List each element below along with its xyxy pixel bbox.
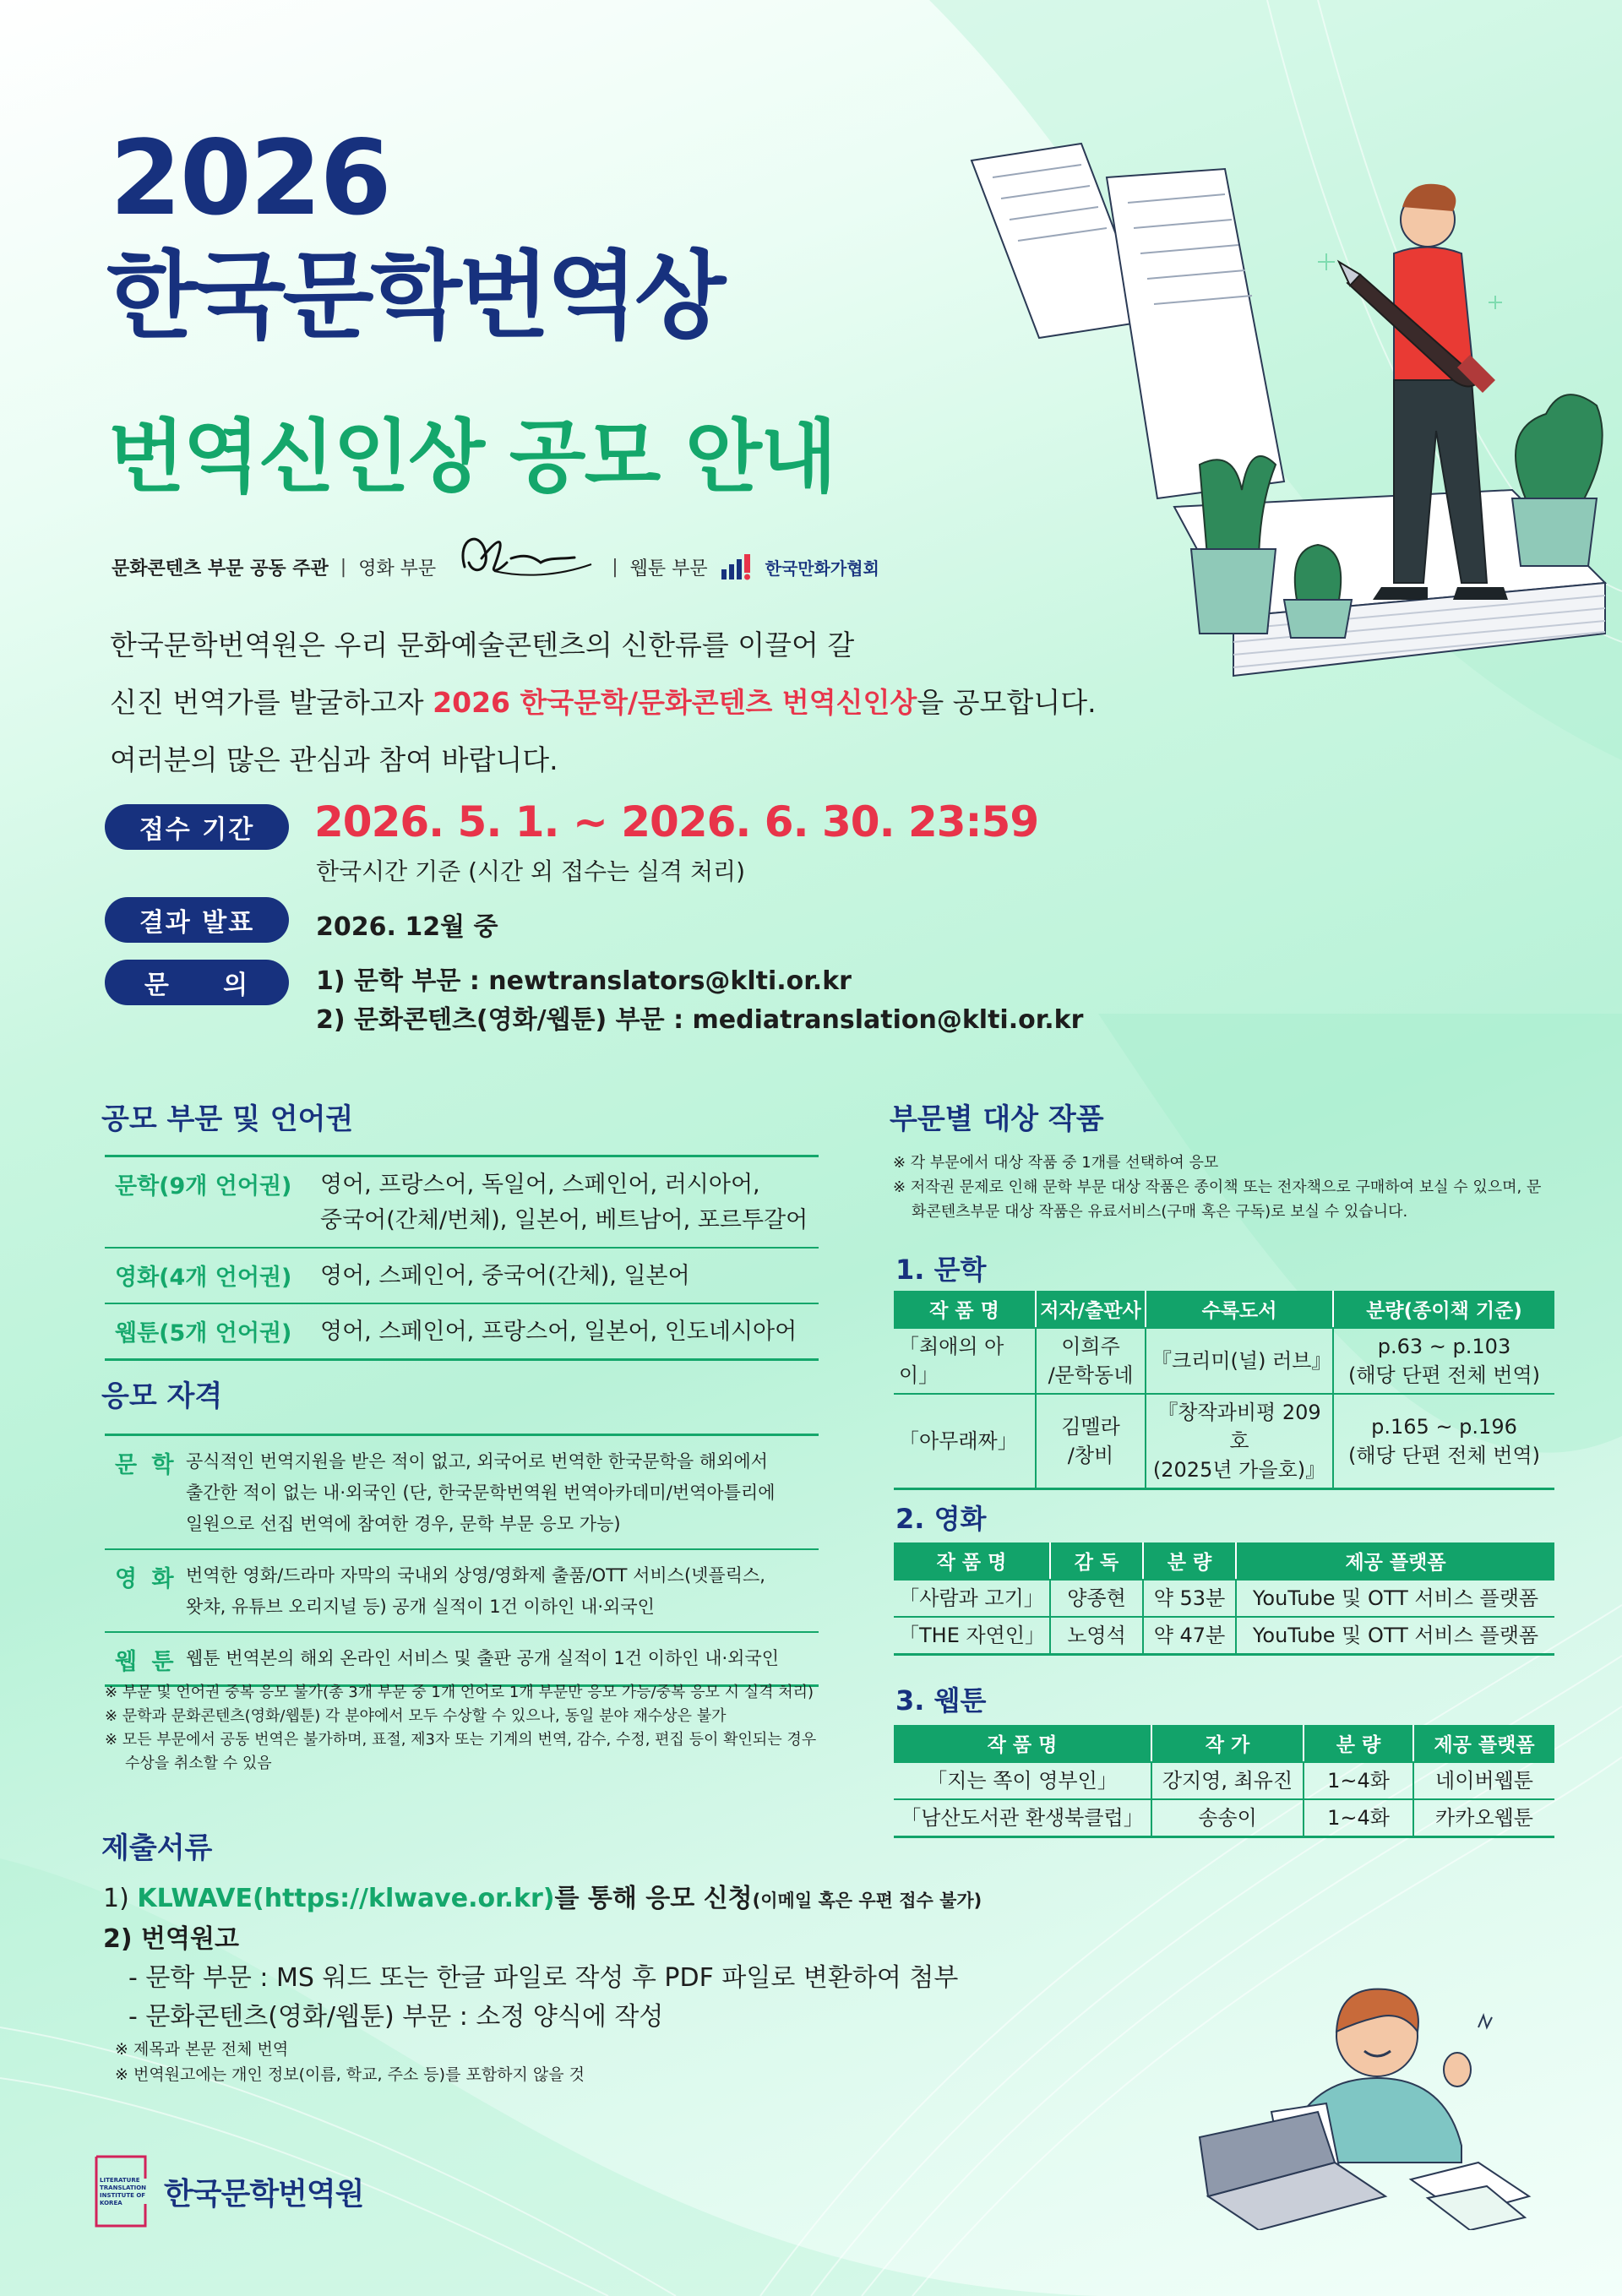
table-cell: 양종현 — [1050, 1580, 1143, 1617]
webtoon-heading: 3. 웹툰 — [895, 1684, 987, 1717]
literature-heading: 1. 문학 — [895, 1254, 987, 1286]
intro-line-2 — [110, 674, 1097, 732]
table-cell: 이희주 /문학동네 — [1036, 1328, 1146, 1394]
eligibility-note: ※ 부문 및 언어권 중복 응모 불가(총 3개 부문 중 1개 언어로 1개 부문만 응모 가능/중복 응모 시 실격 처리) — [105, 1684, 814, 1701]
contact-label: 문 의 — [105, 960, 289, 1005]
klwave-link[interactable]: KLWAVE(https://klwave.or.kr) — [137, 1884, 555, 1913]
table-header-row — [894, 1725, 1554, 1762]
table-header: 분량(종이책 기준) — [1333, 1291, 1554, 1328]
title-year: 2026 — [110, 118, 390, 238]
table-row — [894, 1799, 1554, 1837]
table-header: 분 량 — [1143, 1542, 1236, 1580]
intro-line-2-post: 을 공모합니다. — [917, 686, 1097, 719]
language-category: 영화(4개 언어권) — [115, 1265, 292, 1291]
eligibility-row-webtoon — [105, 1633, 819, 1687]
film-label: 영화 부문 — [358, 558, 437, 579]
table-cell: 네이버웹툰 — [1413, 1762, 1554, 1799]
table-header: 저자/출판사 — [1036, 1291, 1146, 1328]
webtoon-org-name: 한국만화가협회 — [765, 558, 879, 579]
documents-heading: 제출서류 — [101, 1831, 213, 1865]
eligibility-notes — [105, 1681, 823, 1776]
table-cell: 「최애의 아이」 — [894, 1328, 1036, 1394]
contact-media[interactable]: 2) 문화콘텐츠(영화/웹툰) 부문 : mediatranslation@klti.or.kr — [316, 1005, 1084, 1035]
eligibility-row-literature — [105, 1436, 819, 1550]
table-header: 작 품 명 — [894, 1291, 1036, 1328]
intro-line-3: 여러분의 많은 관심과 참여 바랍니다. — [110, 743, 558, 776]
eligibility-category: 영 화 — [115, 1566, 177, 1592]
table-cell: YouTube 및 OTT 서비스 플랫폼 — [1236, 1617, 1554, 1655]
svg-text:TRANSLATION: TRANSLATION — [100, 2184, 147, 2191]
table-header-row — [894, 1542, 1554, 1580]
language-table — [105, 1155, 819, 1361]
documents-item-1-text: 를 통해 응모 신청 — [554, 1884, 753, 1913]
table-header: 작 품 명 — [894, 1725, 1151, 1762]
title-main: 한국문학번역상 — [106, 242, 723, 351]
table-row — [894, 1617, 1554, 1655]
film-table — [894, 1542, 1554, 1656]
reading-man-illustration — [1191, 1951, 1546, 2230]
table-cell: 1~4화 — [1304, 1762, 1413, 1799]
table-header-row — [894, 1291, 1554, 1328]
table-cell: 「지는 쪽이 영부인」 — [894, 1762, 1151, 1799]
result-label: 결과 발표 — [105, 897, 289, 943]
table-header: 분 량 — [1304, 1725, 1413, 1762]
language-list: 중국어(간체/번체), 일본어, 베트남어, 포르투갈어 — [320, 1207, 808, 1233]
categories-heading: 공모 부문 및 언어권 — [101, 1102, 354, 1136]
documents-note-2: ※ 번역원고에는 개인 정보(이름, 학교, 주소 등)를 포함하지 않을 것 — [115, 2065, 585, 2084]
works-notes — [893, 1151, 1552, 1224]
table-cell: 약 53분 — [1143, 1580, 1236, 1617]
eligibility-note: ※ 모든 부문에서 공동 번역은 불가하며, 표절, 제3자 또는 기계의 번역, 감수, 수정, 편집 등이 확인되는 경우 수상을 취소할 수 있음 — [105, 1731, 817, 1772]
intro-line-2-pre: 신진 번역가를 발굴하고자 — [110, 686, 433, 719]
table-cell: 1~4화 — [1304, 1799, 1413, 1837]
result-value: 2026. 12월 중 — [316, 912, 498, 942]
period-value: 2026. 5. 1. ~ 2026. 6. 30. 23:59 — [314, 797, 1039, 846]
webtoon-org-logo — [720, 552, 879, 581]
language-row-literature — [105, 1157, 819, 1249]
table-cell: YouTube 및 OTT 서비스 플랫폼 — [1236, 1580, 1554, 1617]
language-category: 웹툰(5개 언어권) — [115, 1320, 292, 1347]
period-note: 한국시간 기준 (시간 외 접수는 실격 처리) — [316, 857, 746, 885]
table-row — [894, 1580, 1554, 1617]
webtoon-label: 웹툰 부문 — [629, 558, 708, 579]
hosts-bar — [112, 546, 879, 588]
language-row-webtoon — [105, 1304, 819, 1361]
table-cell: 약 47분 — [1143, 1617, 1236, 1655]
works-note: ※ 저작권 문제로 인해 문학 부문 대상 작품은 종이책 또는 전자책으로 구매하여 보실 수 있으며, 문화콘텐츠부문 대상 작품은 유료서비스(구매 혹은 구독)로 보실 수 있습니다. — [893, 1178, 1542, 1221]
language-list: 영어, 스페인어, 프랑스어, 일본어, 인도네시아어 — [320, 1319, 797, 1345]
documents-item-2b: - 문화콘텐츠(영화/웹툰) 부문 : 소정 양식에 작성 — [128, 2002, 664, 2032]
footer-logo — [93, 2153, 363, 2229]
co-host-label: 문화콘텐츠 부문 공동 주관 — [112, 558, 329, 579]
webtoon-table — [894, 1725, 1554, 1838]
eligibility-text: 왓챠, 유튜브 오리지널 등) 공개 실적이 1건 이하인 내·외국인 — [186, 1597, 655, 1617]
works-heading: 부문별 대상 작품 — [890, 1102, 1104, 1136]
table-cell: 「남산도서관 환생북클럽」 — [894, 1799, 1151, 1837]
eligibility-table — [105, 1434, 819, 1687]
eligibility-text: 공식적인 번역지원을 받은 적이 없고, 외국어로 번역한 한국문학을 해외에서 — [186, 1451, 768, 1472]
table-cell: 「사람과 고기」 — [894, 1580, 1050, 1617]
klti-mark-text: LITERATURE — [100, 2177, 140, 2184]
table-cell: 『크리미(널) 러브』 — [1146, 1328, 1333, 1394]
klti-logo-mark — [93, 2153, 149, 2229]
language-category: 문학(9개 언어권) — [115, 1173, 292, 1200]
contact-literature[interactable]: 1) 문학 부문 : newtranslators@klti.or.kr — [316, 966, 852, 996]
documents-item-1 — [103, 1880, 982, 1920]
svg-text:INSTITUTE OF: INSTITUTE OF — [100, 2192, 146, 2199]
footer-org-name: 한국문학번역원 — [164, 2176, 364, 2212]
title-sub: 번역신인상 공모 안내 — [108, 411, 835, 503]
eligibility-row-film — [105, 1550, 819, 1633]
table-cell: 「THE 자연인」 — [894, 1617, 1050, 1655]
table-cell: 『창작과비평 209호 (2025년 가을호)』 — [1146, 1394, 1333, 1489]
separator: | — [612, 556, 618, 578]
table-row — [894, 1328, 1554, 1394]
table-cell: 「아무래짜」 — [894, 1394, 1036, 1489]
eligibility-text: 일원으로 선집 번역에 참여한 경우, 문학 부문 응모 가능) — [186, 1514, 621, 1534]
documents-item-1-note: (이메일 혹은 우편 접수 불가) — [752, 1891, 982, 1911]
cartoonist-association-icon — [720, 552, 760, 581]
table-row — [894, 1762, 1554, 1799]
table-header: 제공 플랫폼 — [1236, 1542, 1554, 1580]
table-header: 작 품 명 — [894, 1542, 1050, 1580]
table-header: 제공 플랫폼 — [1413, 1725, 1554, 1762]
eligibility-text: 번역한 영화/드라마 자막의 국내외 상영/영화제 출품/OTT 서비스(넷플릭스, — [186, 1565, 765, 1586]
table-header: 수록도서 — [1146, 1291, 1333, 1328]
table-row — [894, 1394, 1554, 1489]
documents-note-1: ※ 제목과 본문 전체 번역 — [115, 2040, 289, 2059]
eligibility-category: 웹 툰 — [115, 1649, 177, 1675]
separator: | — [340, 556, 347, 578]
eligibility-note: ※ 문학과 문화콘텐츠(영화/웹툰) 각 분야에서 모두 수상할 수 있으나, 동일 분야 재수상은 불가 — [105, 1707, 727, 1725]
documents-item-1-number: 1) — [103, 1884, 138, 1913]
table-cell: 노영석 — [1050, 1617, 1143, 1655]
intro-text — [110, 617, 1097, 789]
table-cell: 강지영, 최유진 — [1151, 1762, 1304, 1799]
intro-highlight: 2026 한국문학/문화콘텐츠 번역신인상 — [433, 686, 917, 719]
period-label: 접수 기간 — [105, 804, 289, 850]
eligibility-category: 문 학 — [115, 1452, 177, 1478]
eligibility-heading: 응모 자격 — [101, 1379, 223, 1413]
documents-list — [103, 1880, 982, 2087]
table-cell: 김멜라 /창비 — [1036, 1394, 1146, 1489]
language-row-film — [105, 1249, 819, 1304]
intro-line-1: 한국문학번역원은 우리 문화예술콘텐츠의 신한류를 이끌어 갈 — [110, 628, 855, 661]
table-cell: p.165 ~ p.196 (해당 단편 전체 번역) — [1333, 1394, 1554, 1489]
eligibility-text: 웹툰 번역본의 해외 온라인 서비스 및 출판 공개 실적이 1건 이하인 내·외국인 — [186, 1648, 780, 1668]
film-heading: 2. 영화 — [895, 1503, 987, 1535]
table-cell: 송송이 — [1151, 1799, 1304, 1837]
film-org-signature-logo — [448, 520, 600, 588]
language-list: 영어, 프랑스어, 독일어, 스페인어, 러시아어, — [320, 1172, 760, 1198]
eligibility-text: 출간한 적이 없는 내·외국인 (단, 한국문학번역원 번역아카데미/번역아틀리에 — [186, 1483, 776, 1503]
table-cell: p.63 ~ p.103 (해당 단편 전체 번역) — [1333, 1328, 1554, 1394]
table-header: 감 독 — [1050, 1542, 1143, 1580]
svg-text:KOREA: KOREA — [100, 2200, 122, 2206]
table-header: 작 가 — [1151, 1725, 1304, 1762]
works-note: ※ 각 부문에서 대상 작품 중 1개를 선택하여 응모 — [893, 1154, 1219, 1172]
documents-item-2a: - 문학 부문 : MS 워드 또는 한글 파일로 작성 후 PDF 파일로 변환하여 첨부 — [128, 1963, 959, 1993]
language-list: 영어, 스페인어, 중국어(간체), 일본어 — [320, 1263, 690, 1289]
documents-item-2: 2) 번역원고 — [103, 1924, 239, 1954]
table-cell: 카카오웹툰 — [1413, 1799, 1554, 1837]
literature-table — [894, 1291, 1554, 1490]
